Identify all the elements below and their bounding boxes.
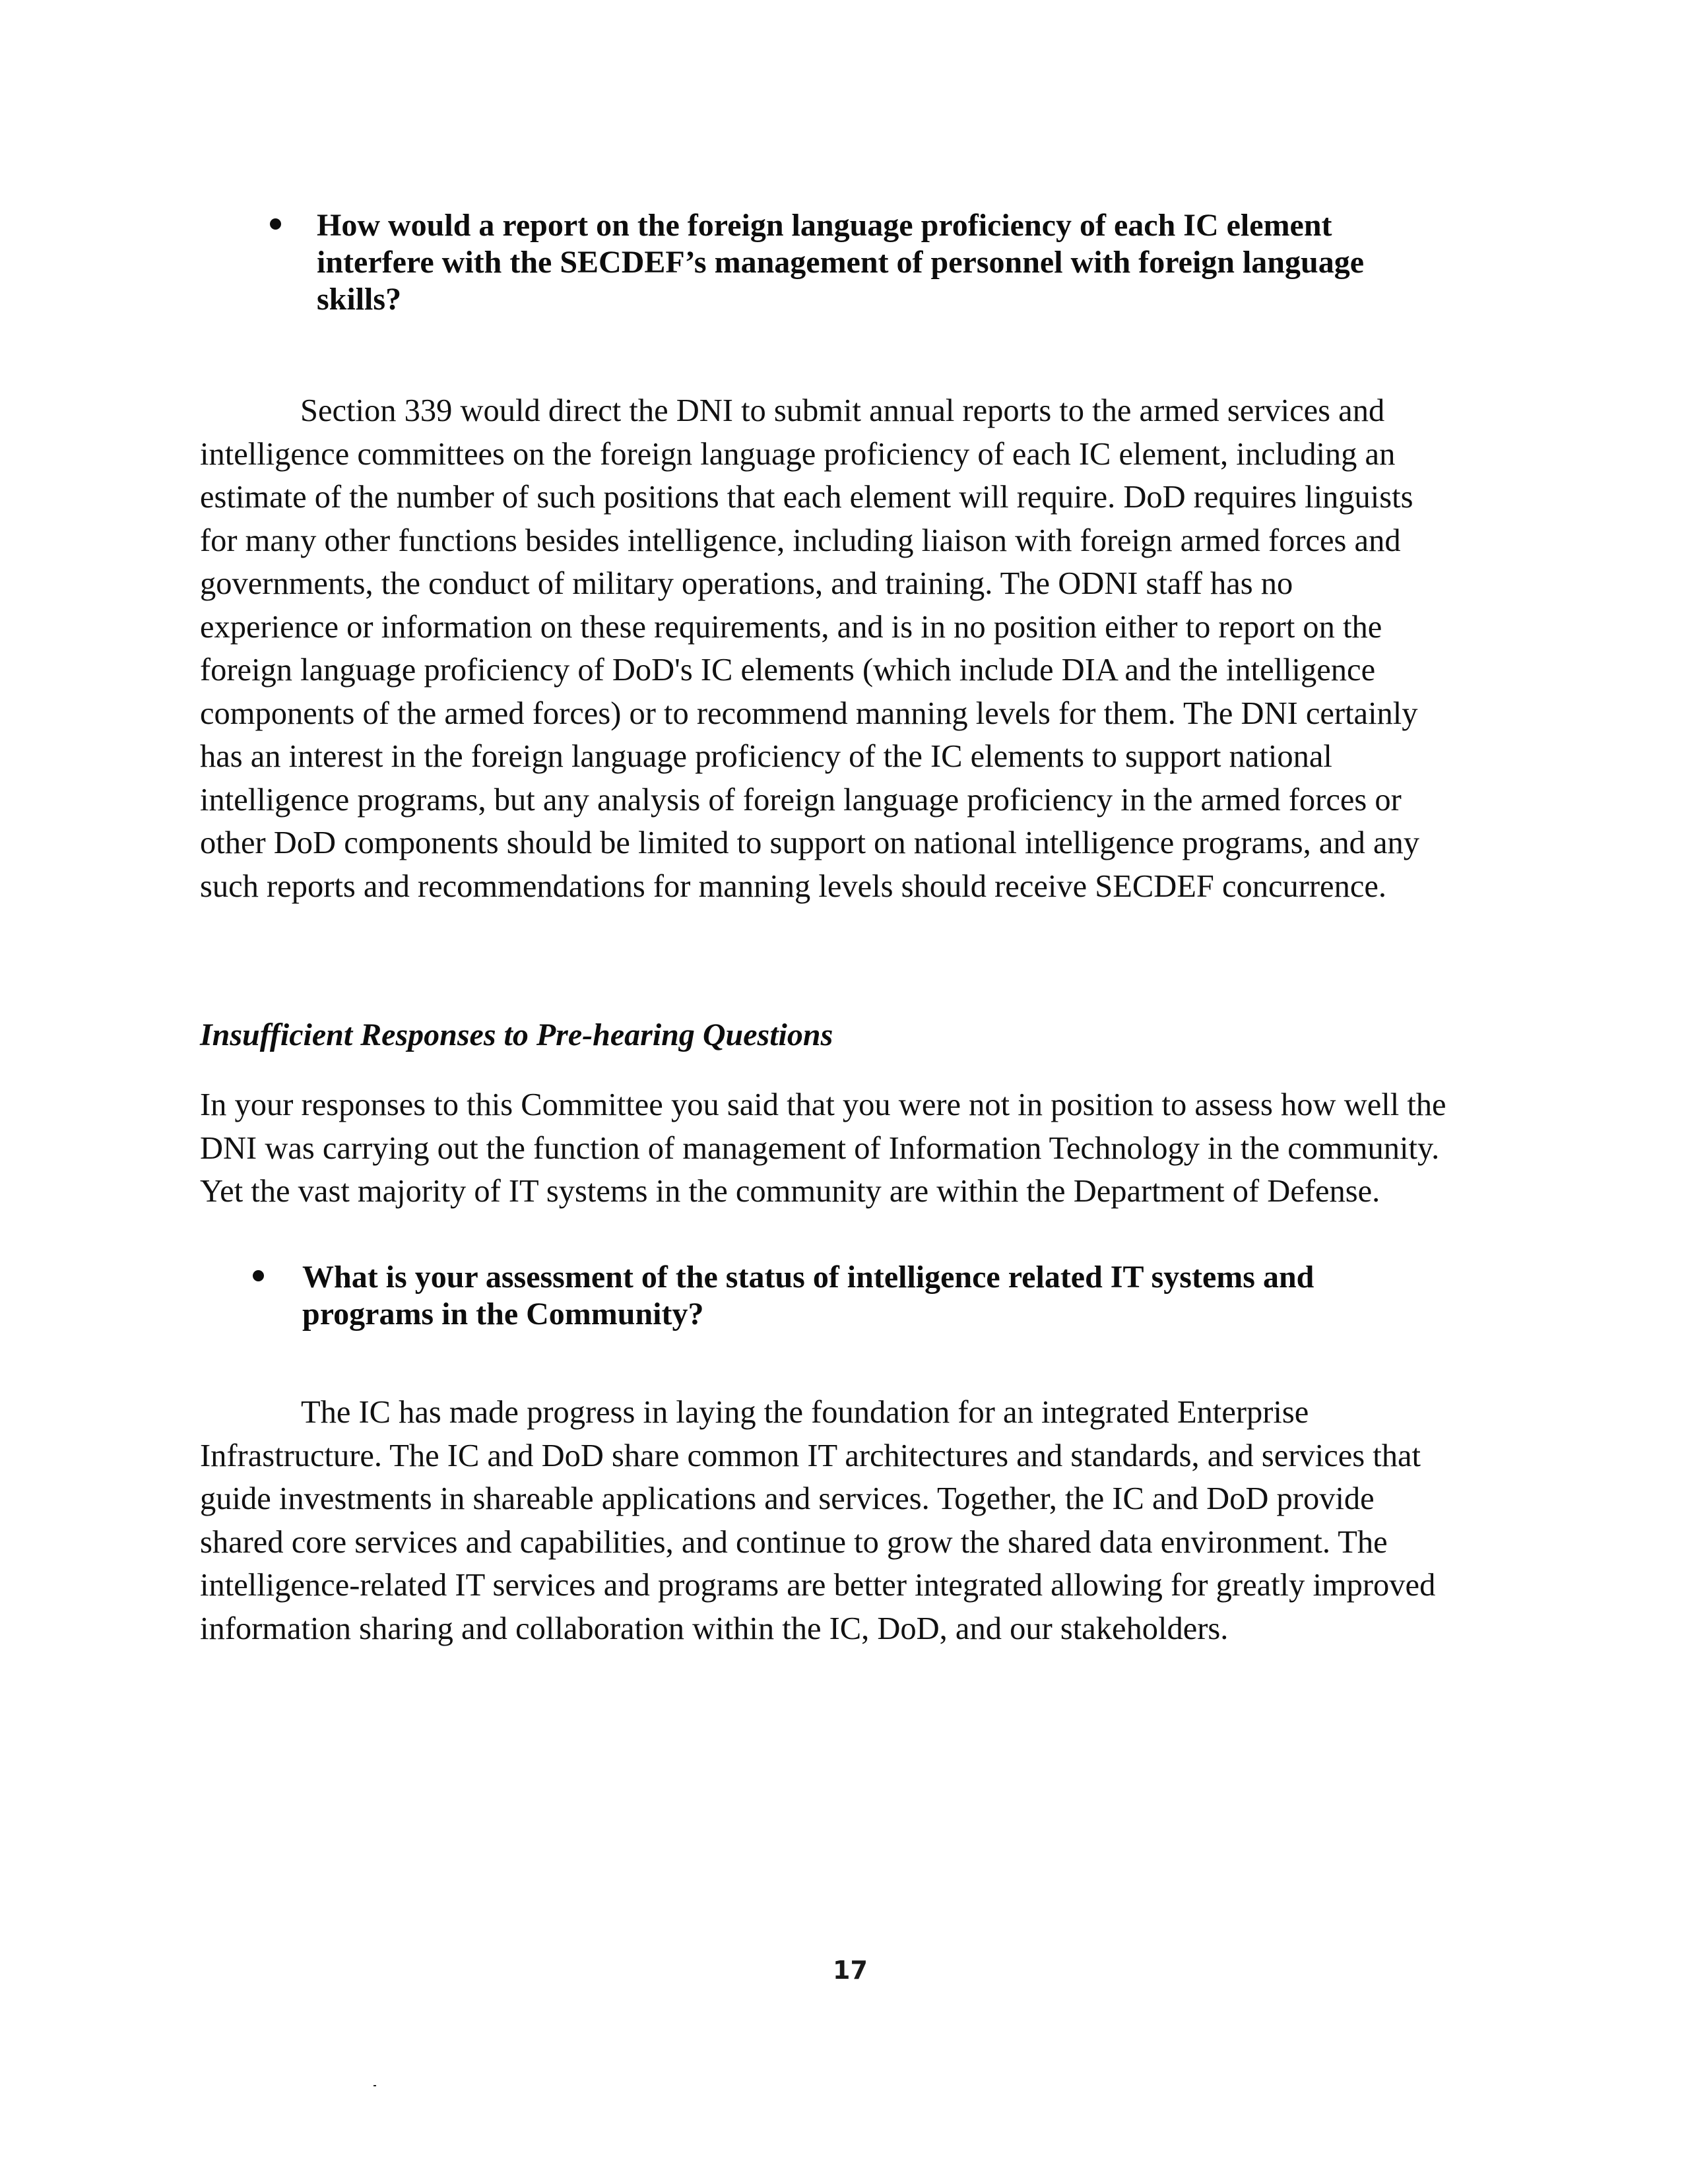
question-1-line-3: skills? (317, 282, 402, 317)
answer-2-line: shared core services and capabilities, and continue to grow the shared data environment. The (200, 1524, 1388, 1560)
question-1-line-2: interfere with the SECDEF’s management of personnel with foreign language (317, 245, 1364, 280)
answer-1-line: intelligence programs, but any analysis of foreign language proficiency in the armed forces or (200, 782, 1402, 818)
answer-1-line: experience or information on these requirements, and is in no position either to report on the (200, 609, 1382, 645)
answer-2-line: information sharing and collaboration within the IC, DoD, and our stakeholders. (200, 1611, 1229, 1646)
scan-artifact (373, 2085, 376, 2086)
section-heading: Insufficient Responses to Pre-hearing Questions (200, 1017, 833, 1052)
answer-1-line: governments, the conduct of military operations, and training. The ODNI staff has no (200, 566, 1293, 601)
answer-1-line: other DoD components should be limited to support on national intelligence programs, and any (200, 825, 1420, 860)
answer-2-line: The IC has made progress in laying the foundation for an integrated Enterprise (301, 1395, 1309, 1430)
answer-2-line: intelligence-related IT services and programs are better integrated allowing for greatly improved (200, 1568, 1436, 1603)
answer-1-line: components of the armed forces) or to recommend manning levels for them. The DNI certainly (200, 695, 1418, 731)
answer-1-line: foreign language proficiency of DoD's IC elements (which include DIA and the intelligence (200, 653, 1376, 688)
question-1-line-1: How would a report on the foreign language proficiency of each IC element (317, 208, 1332, 243)
page-number: 17 (833, 1956, 868, 1985)
answer-1-paragraph (200, 389, 1493, 908)
intro-paragraph (200, 1083, 1493, 1213)
bullet-icon (253, 1270, 264, 1281)
intro-line: In your responses to this Committee you said that you were not in position to assess how well the (200, 1087, 1446, 1122)
answer-2-line: guide investments in shareable applications and services. Together, the IC and DoD provide (200, 1481, 1375, 1516)
answer-1-line: estimate of the number of such positions that each element will require. DoD requires linguists (200, 480, 1413, 515)
bullet-icon (270, 218, 281, 230)
answer-2-line: Infrastructure. The IC and DoD share common IT architectures and standards, and services that (200, 1438, 1421, 1473)
question-2-line-2: programs in the Community? (302, 1297, 704, 1332)
intro-line: DNI was carrying out the function of management of Information Technology in the community. (200, 1130, 1440, 1166)
answer-1-line: Section 339 would direct the DNI to submit annual reports to the armed services and (300, 393, 1385, 428)
intro-line: Yet the vast majority of IT systems in the community are within the Department of Defense. (200, 1174, 1380, 1209)
answer-1-line: such reports and recommendations for manning levels should receive SECDEF concurrence. (200, 868, 1387, 904)
answer-2-paragraph (200, 1391, 1493, 1650)
answer-1-line: for many other functions besides intelligence, including liaison with foreign armed forces and (200, 523, 1401, 558)
answer-1-line: intelligence committees on the foreign language proficiency of each IC element, including an (200, 436, 1396, 472)
question-2-line-1: What is your assessment of the status of intelligence related IT systems and (302, 1260, 1314, 1295)
answer-1-line: has an interest in the foreign language proficiency of the IC elements to support national (200, 739, 1332, 774)
